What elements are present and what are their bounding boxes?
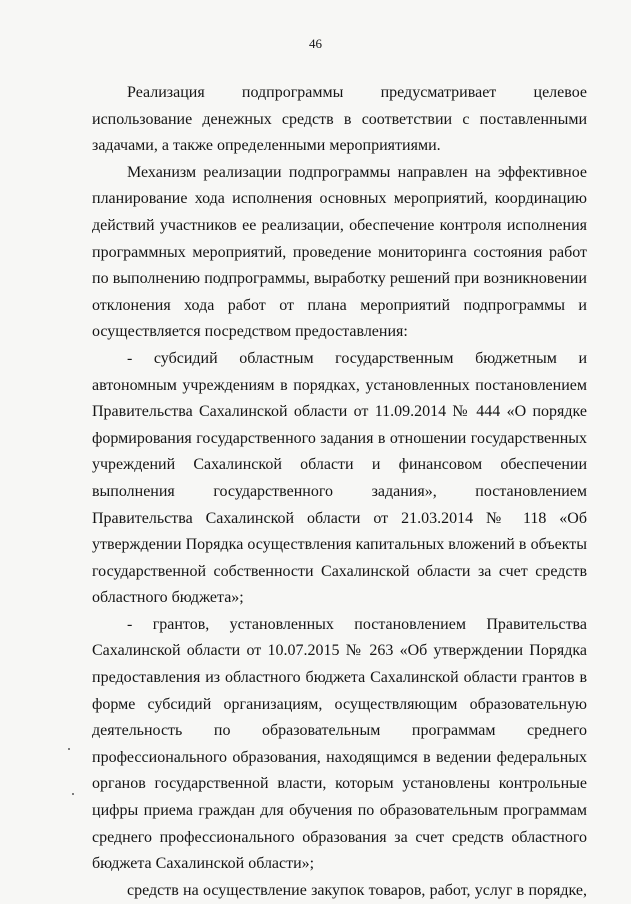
list-item-paragraph: - субсидий областным государственным бюджетным и автономным учреждениям в порядках, установленных постановлением Правительства Сахалинской области от 11.09.2014 № 444 «О порядке формирования государственного задания в отношении государственных учреждений Сахалинской области и финансовом обеспечении выполнения государственного задания», постановлением Правительства Сахалинской области от 21.03.2014 № 118 «Об утверждении Порядка осуществления капитальных вложений в объекты государственной собственности Сахалинской области за счет средств областного бюджета»; [92, 349, 587, 607]
scan-speck [72, 793, 74, 795]
paragraph: Реализация подпрограммы предусматривает целевое использование денежных средств в соответствии с поставленными задачами, а также определенными мероприятиями. [92, 84, 587, 155]
scan-speck [68, 748, 70, 750]
paragraph-continued: средств на осуществление закупок товаров, работ, услуг в порядке, [127, 881, 587, 899]
page-body [92, 80, 587, 904]
paragraph: Механизм реализации подпрограммы направлен на эффективное планирование хода исполнения основных мероприятий, координацию действий участников ее реализации, обеспечение контроля исполнения программных мероприятий, проведение мониторинга состояния работ по выполнению подпрограммы, выработку решений при возникновении отклонения хода работ от плана мероприятий подпрограммы и осуществляется посредством предоставления: [92, 163, 587, 341]
page-number: 46 [309, 36, 322, 51]
list-item-paragraph: - грантов, установленных постановлением Правительства Сахалинской области от 10.07.2015 № 263 «Об утверждении Порядка предоставления из областного бюджета Сахалинской области грантов в форме субсидий организациям, осуществляющим образовательную деятельность по образовательным программам среднего профессионального образования, находящимся в ведении федеральных органов государственной власти, которым установлены контрольные цифры приема граждан для обучения по образовательным программам среднего профессионального образования за счет средств областного бюджета Сахалинской области»; [92, 615, 587, 873]
